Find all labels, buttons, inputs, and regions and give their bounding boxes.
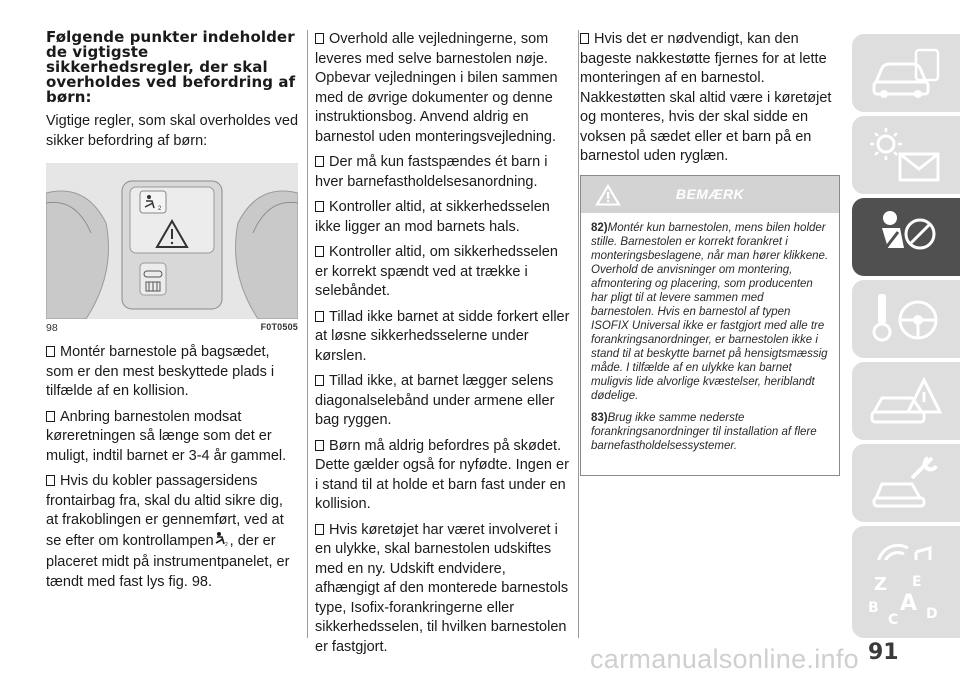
svg-text:Z: Z xyxy=(874,574,888,595)
list-item: Hvis køretøjet har været involveret i en ulykke, skal barnestolen udskiftes med en ny. Udskift endvidere, afhængigt af den monterede barnestols type, Isofix-forankringerne eller sikkerhedsselen, til hvilken barnestolen er fastgjort. xyxy=(315,521,569,655)
note-body xyxy=(581,213,839,475)
svg-text:D: D xyxy=(926,606,938,622)
page-number: 91 xyxy=(868,640,899,665)
car-dashboard-icon xyxy=(868,44,944,102)
list-item: Kontroller altid, om sikkerhedsselen er korrekt spændt ved at trække i selebåndet. xyxy=(315,244,558,299)
checkbox-bullet-icon xyxy=(315,375,324,386)
svg-text:2: 2 xyxy=(224,541,228,547)
tab-emergency[interactable] xyxy=(852,362,960,440)
passenger-airbag-off-icon xyxy=(214,531,230,554)
list-item: Der må kun fastspændes ét barn i hver barnefastholdelsesanordning. xyxy=(315,154,548,190)
list-item: Børn må aldrig befordres på skødet. Dette gælder også for nyfødte. Ingen er i stand til at holde et barn fast under en kollision. xyxy=(315,437,569,512)
list-item: Hvis det er nødvendigt, kan den bageste nakkestøtte fjernes for at lette monteringen af en barnestol. Nakkestøtten skal altid være i køretøjet og monteres, hvis der skal sidde en voksen på sædet eller et barn på en barnestol uden ryglæn. xyxy=(580,31,832,164)
tab-car-dashboard[interactable] xyxy=(852,34,960,112)
checkbox-bullet-icon xyxy=(46,346,55,357)
tab-start-driving[interactable] xyxy=(852,280,960,358)
column-1 xyxy=(46,30,298,598)
key-steering-icon xyxy=(868,290,944,348)
list-item: Tillad ikke, at barnet lægger selens diagonalselebånd under armene eller bag ryggen. xyxy=(315,373,555,428)
list-item: Kontroller altid, at sikkerhedsselen ikke ligger an mod barnets hals. xyxy=(315,199,550,235)
column-divider xyxy=(578,30,579,638)
checkbox-bullet-icon xyxy=(315,201,324,212)
column-2 xyxy=(315,30,572,663)
column-divider xyxy=(307,30,308,638)
list-item: Hvis du kobler passagersidens frontairbag fra, skal du altid sikre dig, at frakoblingen er gennemført, ved at se efter om kontrollampen 2 , der er placeret midt på instrumentpanelet, er tændt med fast lys fig. 98. xyxy=(46,473,290,590)
svg-text:A: A xyxy=(900,591,918,616)
svg-text:B: B xyxy=(868,600,879,616)
index-letters-icon xyxy=(868,570,944,628)
watermark: carmanualsonline.info xyxy=(590,644,859,674)
figure-caption xyxy=(46,322,298,334)
note-entry: 83)Brug ikke samme nederste forankringsanordninger til installation af flere barnefastholdelsessystemer. xyxy=(591,411,817,452)
note-title: BEMÆRK xyxy=(675,186,745,202)
checkbox-bullet-icon xyxy=(315,246,324,257)
tab-safety[interactable] xyxy=(852,198,960,276)
list-item: Anbring barnestolen modsat køreretningen så længe som det er muligt, indtil barnet er 3-4 år gammel. xyxy=(46,408,287,464)
intro-text: Vigtige regler, som skal overholdes ved sikker befordring af børn: xyxy=(46,113,299,149)
list-item: Tillad ikke barnet at sidde forkert eller at løsne sikkerhedsselerne under kørslen. xyxy=(315,308,570,364)
warning-lights-icon xyxy=(868,126,944,184)
note-header xyxy=(581,176,839,213)
tab-maintenance[interactable] xyxy=(852,444,960,522)
note-entry: 82)Montér kun barnestolen, mens bilen holder stille. Barnestolen er korrekt forankret i monteringsbeslagene, når man hører klikkene. Overhold de anvisninger om montering, afmontering og placering, som producenten har pligt til at levere sammen med barnestolen. Hvis en barnestol af typen ISOFIX Universal ikke er fastgjort med alle tre forankringsanordninger, er barnestolen ikke i stand til at beskytte barnet på hensigtsmæssig måde. I tilfælde af en ulykke kan barnet muligvis lide alvorlige kvæstelser, heriblandt dødelige. xyxy=(591,221,829,402)
breakdown-triangle-icon xyxy=(868,372,944,430)
maintenance-icon xyxy=(868,454,944,512)
checkbox-bullet-icon xyxy=(46,411,55,422)
svg-text:2: 2 xyxy=(158,206,162,212)
checkbox-bullet-icon xyxy=(315,440,324,451)
chapter-tabs xyxy=(852,0,960,678)
checkbox-bullet-icon xyxy=(46,475,55,486)
tab-warning-lights[interactable] xyxy=(852,116,960,194)
svg-text:C: C xyxy=(888,612,899,628)
checkbox-bullet-icon xyxy=(315,524,324,535)
list-item: Overhold alle vejledningerne, som leveres med selve barnestolen nøje. Opbevar vejledningen i bilen sammen med de øvrige dokumenter og denne instruktionsbog. Anvend aldrig en barnestol uden monteringsvejledning. xyxy=(315,31,558,145)
figure-number: 98 xyxy=(46,322,58,334)
checkbox-bullet-icon xyxy=(315,33,324,44)
section-heading: Følgende punkter indeholder de vigtigste sikkerhedsregler, der skal overholdes ved befordring af børn: xyxy=(46,28,296,106)
column-3 xyxy=(580,30,840,476)
instrument-panel-figure xyxy=(46,163,298,319)
note-box xyxy=(580,175,840,476)
figure-code: F0T0505 xyxy=(260,322,298,332)
svg-text:E: E xyxy=(912,574,922,590)
checkbox-bullet-icon xyxy=(580,33,589,44)
checkbox-bullet-icon xyxy=(315,311,324,322)
warning-triangle-icon xyxy=(595,183,621,212)
list-item: Montér barnestole på bagsædet, som er den mest beskyttede plads i tilfælde af en kollision. xyxy=(46,344,275,399)
tab-index[interactable] xyxy=(852,560,960,638)
checkbox-bullet-icon xyxy=(315,156,324,167)
airbag-seatbelt-icon xyxy=(868,208,944,266)
